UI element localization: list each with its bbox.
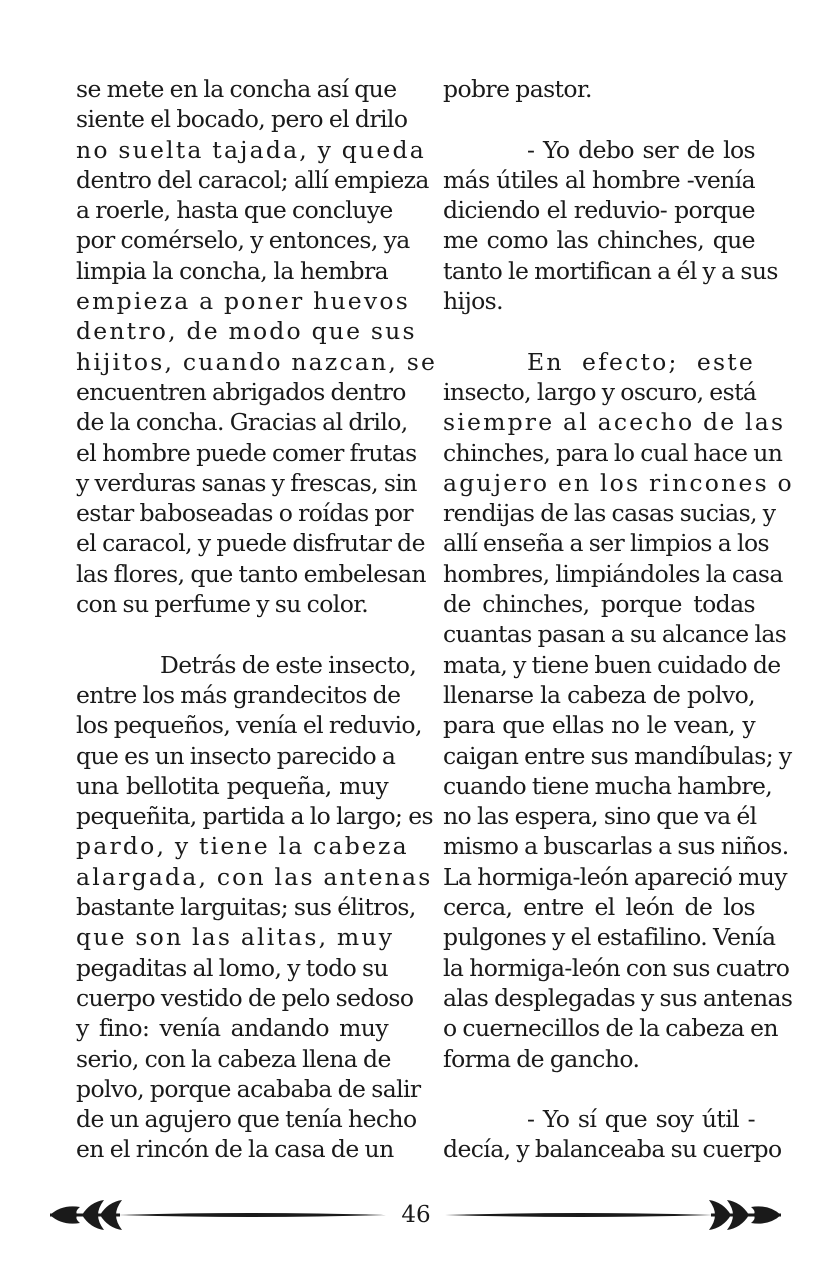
text-line: limpia la concha, la hembra (76, 256, 388, 285)
text-line: decía, y balanceaba su cuerpo (443, 1135, 782, 1164)
text-line: por comérselo, y entonces, ya (76, 226, 410, 255)
page-number: 46 (401, 1202, 431, 1228)
text-line: serio, con la cabeza llena de (76, 1044, 391, 1073)
text-line: rendijas de las casas sucias, y (443, 499, 776, 528)
text-line: los pequeños, venía el reduvio, (76, 711, 422, 740)
paragraph-gap (443, 316, 755, 346)
text-line: el hombre puede comer frutas (76, 438, 417, 467)
text-line: cuerpo vestido de pelo sedoso (76, 983, 414, 1012)
text-line: entre los más grandecitos de (76, 680, 401, 709)
text-line: dentro del caracol; allí empieza (76, 165, 429, 194)
text-line: o cuernecillos de la cabeza en (443, 1014, 778, 1043)
text-line: más útiles al hombre -venía (443, 165, 755, 194)
text-line: de la concha. Gracias al drilo, (76, 408, 408, 437)
text-line: siempre al acecho de las (443, 408, 786, 437)
text-line: y verduras sanas y frescas, sin (76, 468, 417, 497)
text-line: cerca, entre el león de los (443, 893, 755, 922)
text-line: no suelta tajada, y queda (76, 135, 426, 164)
text-line: que son las alitas, muy (76, 923, 395, 952)
text-line: hijitos, cuando nazcan, se (76, 347, 438, 376)
text-line: En efecto; este (527, 347, 755, 376)
right-arrow-ornament-icon (443, 1190, 783, 1240)
text-line: pobre pastor. (443, 75, 592, 103)
left-arrow-ornament-icon (48, 1190, 388, 1240)
paragraph-gap (443, 104, 755, 134)
text-line: para que ellas no le vean, y (443, 711, 755, 740)
text-line: dentro, de modo que sus (76, 317, 417, 346)
text-line: agujero en los rincones o (443, 468, 794, 497)
text-line: de chinches, porque todas (443, 590, 755, 619)
text-line: diciendo el reduvio- porque (443, 196, 755, 225)
text-line: mismo a buscarlas a sus niños. (443, 832, 789, 861)
text-line: con su perfume y su color. (76, 590, 369, 619)
text-line: chinches, para lo cual hace un (443, 438, 783, 467)
text-line: La hormiga-león apareció muy (443, 862, 787, 891)
text-line: forma de gancho. (443, 1044, 640, 1073)
text-line: pulgones y el estafilino. Venía (443, 923, 776, 952)
text-line: de un agujero que tenía hecho (76, 1105, 417, 1134)
text-line: allí enseña a ser limpios a los (443, 529, 769, 558)
text-line: las flores, que tanto embelesan (76, 559, 426, 588)
text-line: bastante larguitas; sus élitros, (76, 893, 416, 922)
text-line: el caracol, y puede disfrutar de (76, 529, 425, 558)
text-line: polvo, porque acababa de salir (76, 1074, 421, 1103)
text-line: caigan entre sus mandíbulas; y (443, 741, 792, 770)
text-line: siente el bocado, pero el drilo (76, 105, 408, 134)
text-line: se mete en la concha así que (76, 75, 397, 103)
text-line: encuentren abrigados dentro (76, 377, 406, 406)
text-line: estar baboseadas o roídas por (76, 499, 414, 528)
text-line: y fino: venía andando muy (76, 1014, 388, 1043)
paragraph-gap (443, 1074, 755, 1104)
text-line: no las espera, sino que va él (443, 802, 757, 831)
text-line: empieza a poner huevos (76, 287, 410, 316)
text-line: alargada, con las antenas (76, 862, 433, 891)
text-line: hombres, limpiándoles la casa (443, 559, 783, 588)
text-line: en el rincón de la casa de un (76, 1135, 394, 1164)
text-line: - Yo debo ser de los (527, 135, 755, 164)
text-line: cuantas pasan a su alcance las (443, 620, 787, 649)
text-line: una bellotita pequeña, muy (76, 771, 388, 800)
text-line: Detrás de este insecto, (160, 650, 417, 679)
text-line: - Yo sí que soy útil - (527, 1105, 755, 1134)
text-line: pardo, y tiene la cabeza (76, 832, 409, 861)
paragraph-gap (76, 619, 388, 649)
text-line: llenarse la cabeza de polvo, (443, 680, 755, 709)
text-line: que es un insecto parecido a (76, 741, 396, 770)
text-line: hijos. (443, 287, 504, 316)
text-line: tanto le mortifican a él y a sus (443, 256, 778, 285)
text-line: cuando tiene mucha hambre, (443, 771, 773, 800)
text-line: insecto, largo y oscuro, está (443, 377, 757, 406)
text-line: me como las chinches, que (443, 226, 755, 255)
text-line: a roerle, hasta que concluye (76, 196, 393, 225)
text-line: la hormiga-león con sus cuatro (443, 953, 790, 982)
right-text-column (443, 74, 794, 1165)
left-text-column (76, 74, 438, 1165)
text-line: pegaditas al lomo, y todo su (76, 953, 388, 982)
text-line: alas desplegadas y sus antenas (443, 983, 793, 1012)
page-footer (0, 1190, 831, 1240)
text-line: mata, y tiene buen cuidado de (443, 650, 781, 679)
text-line: pequeñita, partida a lo largo; es (76, 802, 433, 831)
